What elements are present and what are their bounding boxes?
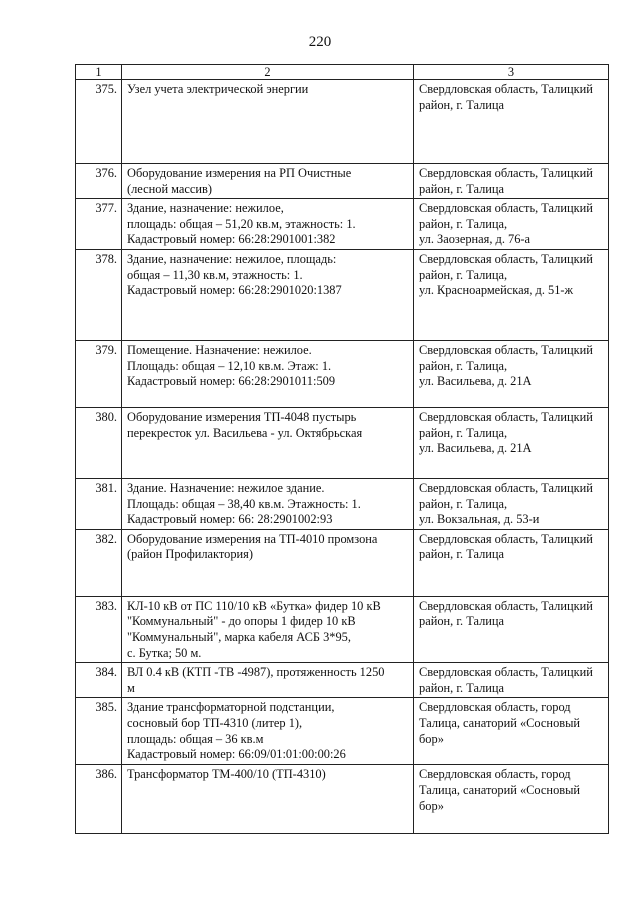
property-address	[414, 80, 609, 164]
property-description	[122, 164, 414, 199]
table-row	[76, 663, 609, 698]
address-line: бор»	[419, 731, 444, 746]
address-line: Свердловская область, Талицкий	[419, 342, 593, 357]
row-number: 385.	[76, 698, 122, 765]
row-number: 381.	[76, 478, 122, 529]
description-line: Трансформатор ТМ-400/10 (ТП-4310)	[127, 767, 326, 782]
table-row	[76, 698, 609, 765]
property-description	[122, 765, 414, 834]
description-line: Здание. Назначение: нежилое здание.	[127, 480, 325, 495]
description-line: (лесной массив)	[127, 181, 213, 196]
row-number: 375.	[76, 80, 122, 164]
description-line: Здание, назначение: нежилое,	[127, 201, 284, 216]
row-number: 377.	[76, 199, 122, 250]
address-line: район, г. Талица	[419, 614, 505, 629]
address-line: ул. Вокзальная, д. 53-и	[419, 512, 540, 527]
description-line: Помещение. Назначение: нежилое.	[127, 342, 312, 357]
property-description	[122, 478, 414, 529]
address-line: район, г. Талица,	[419, 425, 508, 440]
row-number: 376.	[76, 164, 122, 199]
row-number: 384.	[76, 663, 122, 698]
address-line: Свердловская область, Талицкий	[419, 409, 593, 424]
address-line: Свердловская область, Талицкий	[419, 480, 593, 495]
description-line: Кадастровый номер: 66: 28:2901002:93	[127, 512, 333, 527]
description-line: Кадастровый номер: 66:09/01:01:00:00:26	[127, 747, 346, 762]
address-line: ул. Красноармейская, д. 51-ж	[419, 283, 574, 298]
address-line: Свердловская область, Талицкий	[419, 82, 593, 96]
address-line: Свердловская область, Талицкий	[419, 665, 593, 680]
property-register-table	[75, 64, 609, 834]
description-line: ВЛ 0.4 кВ (КТП -ТВ -4987), протяженность 1250	[127, 665, 385, 680]
table-row	[76, 80, 609, 164]
description-line: с. Бутка; 50 м.	[127, 645, 202, 660]
address-line: район, г. Талица	[419, 547, 505, 562]
address-line: Свердловская область, Талицкий	[419, 531, 593, 546]
column-header-3: 3	[414, 65, 609, 80]
property-address	[414, 529, 609, 596]
address-line: район, г. Талица,	[419, 358, 508, 373]
address-line: район, г. Талица	[419, 181, 505, 196]
row-number: 383.	[76, 596, 122, 662]
description-line: "Коммунальный", марка кабеля АСБ 3*95,	[127, 629, 351, 644]
page-number: 220	[308, 34, 332, 50]
property-address	[414, 698, 609, 765]
description-line: перекресток ул. Васильева - ул. Октябрьская	[127, 425, 363, 440]
description-line: Узел учета электрической энергии	[127, 82, 309, 96]
address-line: Свердловская область, Талицкий	[419, 598, 593, 613]
table-row	[76, 529, 609, 596]
description-line: Оборудование измерения на ТП-4010 промзона	[127, 531, 378, 546]
property-address	[414, 663, 609, 698]
description-line: сосновый бор ТП-4310 (литер 1),	[127, 715, 303, 730]
address-line: район, г. Талица	[419, 97, 505, 112]
table-row	[76, 596, 609, 662]
address-line: район, г. Талица,	[419, 267, 508, 282]
property-address	[414, 478, 609, 529]
description-line: Оборудование измерения ТП-4048 пустырь	[127, 409, 357, 424]
address-line: Свердловская область, Талицкий	[419, 251, 593, 266]
description-line: Площадь: общая – 38,40 кв.м. Этажность: 1.	[127, 496, 361, 511]
address-line: Свердловская область, город	[419, 767, 571, 782]
table-row	[76, 478, 609, 529]
description-line: Площадь: общая – 12,10 кв.м. Этаж: 1.	[127, 358, 332, 373]
property-address	[414, 596, 609, 662]
property-address	[414, 340, 609, 407]
property-description	[122, 340, 414, 407]
property-description	[122, 249, 414, 340]
table-body	[76, 80, 609, 834]
description-line: Кадастровый номер: 66:28:2901020:1387	[127, 283, 342, 298]
address-line: Свердловская область, Талицкий	[419, 166, 593, 180]
row-number: 382.	[76, 529, 122, 596]
description-line: "Коммунальный" - до опоры 1 фидер 10 кВ	[127, 614, 356, 629]
column-header-1: 1	[76, 65, 122, 80]
description-line: м	[127, 680, 135, 695]
address-line: бор»	[419, 798, 444, 813]
description-line: КЛ-10 кВ от ПС 110/10 кВ «Бутка» фидер 10 кВ	[127, 598, 381, 613]
property-description	[122, 407, 414, 478]
table-row	[76, 765, 609, 834]
address-line: Свердловская область, Талицкий	[419, 201, 593, 216]
property-address	[414, 249, 609, 340]
table-row	[76, 407, 609, 478]
address-line: Свердловская область, город	[419, 700, 571, 715]
table-row	[76, 340, 609, 407]
description-line: Кадастровый номер: 66:28:2901001:382	[127, 232, 336, 247]
table-row	[76, 199, 609, 250]
address-line: ул. Заозерная, д. 76-а	[419, 232, 531, 247]
address-line: Талица, санаторий «Сосновый	[419, 782, 581, 797]
description-line: (район Профилактория)	[127, 547, 254, 562]
property-address	[414, 407, 609, 478]
address-line: район, г. Талица,	[419, 496, 508, 511]
property-description	[122, 663, 414, 698]
address-line: ул. Васильева, д. 21А	[419, 441, 532, 456]
description-line: общая – 11,30 кв.м, этажность: 1.	[127, 267, 303, 282]
property-description	[122, 199, 414, 250]
row-number: 386.	[76, 765, 122, 834]
address-line: район, г. Талица,	[419, 216, 508, 231]
property-description	[122, 596, 414, 662]
table-header-row	[76, 65, 609, 80]
description-line: Оборудование измерения на РП Очистные	[127, 166, 352, 180]
property-address	[414, 199, 609, 250]
table-row	[76, 249, 609, 340]
property-description	[122, 529, 414, 596]
row-number: 378.	[76, 249, 122, 340]
description-line: площадь: общая – 36 кв.м	[127, 731, 264, 746]
description-line: Кадастровый номер: 66:28:2901011:509	[127, 374, 336, 389]
property-description	[122, 698, 414, 765]
row-number: 380.	[76, 407, 122, 478]
address-line: район, г. Талица	[419, 680, 505, 695]
description-line: Здание, назначение: нежилое, площадь:	[127, 251, 337, 266]
address-line: ул. Васильева, д. 21А	[419, 374, 532, 389]
table-row	[76, 164, 609, 199]
address-line: Талица, санаторий «Сосновый	[419, 715, 581, 730]
description-line: Здание трансформаторной подстанции,	[127, 700, 335, 715]
description-line: площадь: общая – 51,20 кв.м, этажность: 1.	[127, 216, 356, 231]
property-description	[122, 80, 414, 164]
column-header-2: 2	[122, 65, 414, 80]
property-address	[414, 765, 609, 834]
property-address	[414, 164, 609, 199]
row-number: 379.	[76, 340, 122, 407]
